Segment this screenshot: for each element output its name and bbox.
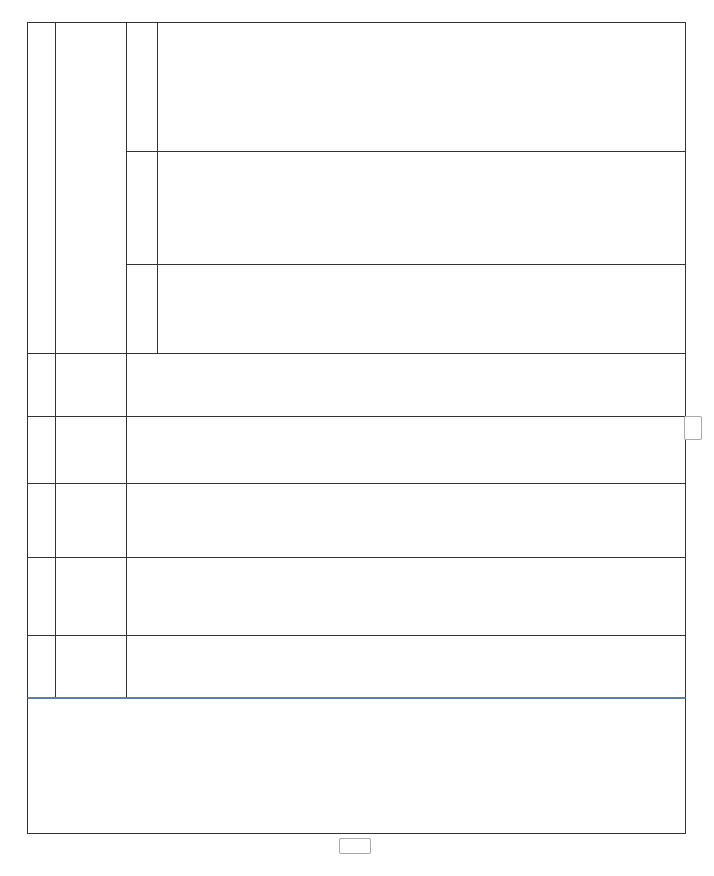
- sub-label-honor: [127, 22, 157, 151]
- row-line: [27, 483, 686, 484]
- resize-handle-icon[interactable]: [690, 840, 704, 854]
- row-line: [27, 635, 686, 636]
- paper-content: [162, 265, 682, 353]
- row-line: [27, 353, 686, 354]
- row-line: [27, 416, 686, 417]
- row-number: [27, 22, 55, 353]
- notes-box: [27, 697, 686, 834]
- sub-label-other: [127, 152, 157, 264]
- honor-content: [158, 22, 686, 151]
- add-column-button[interactable]: [684, 416, 702, 440]
- add-row-button[interactable]: [339, 838, 371, 854]
- sub-label-paper: [127, 265, 157, 353]
- row-line: [27, 557, 686, 558]
- row-label: [56, 22, 126, 353]
- other-content: [162, 152, 682, 264]
